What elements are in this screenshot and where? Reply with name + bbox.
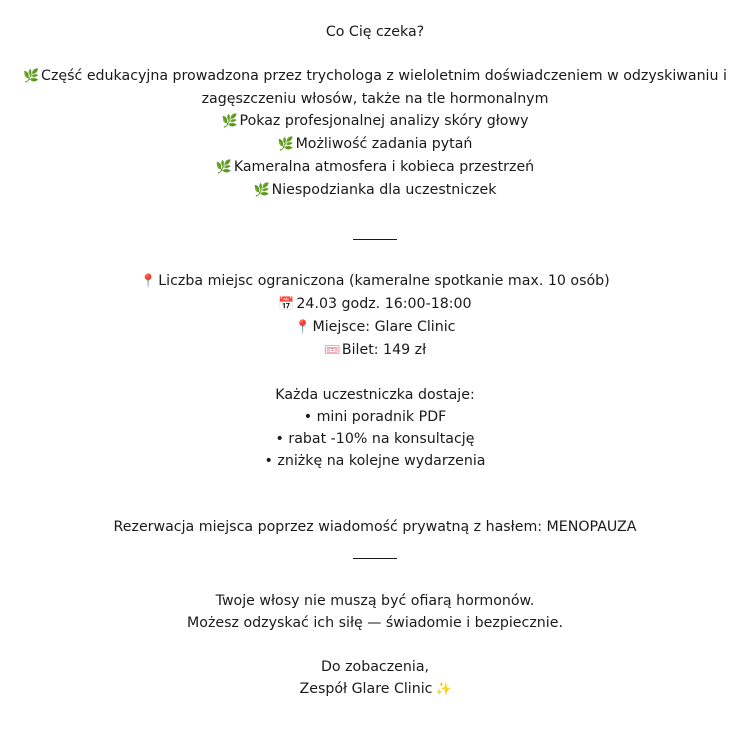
ticket-icon: 🎟 (323, 343, 341, 358)
feature-item (0, 179, 750, 202)
sparkles-icon: ✨ (435, 682, 452, 697)
features-list (0, 65, 750, 202)
closing-line: Twoje włosy nie muszą być ofiarą hormonów. (215, 593, 535, 609)
detail-item (0, 316, 750, 339)
feature-item (0, 65, 750, 110)
feature-item (0, 156, 750, 179)
pin-icon: 📍 (294, 320, 311, 335)
detail-text: Bilet: 149 zł (341, 342, 427, 358)
detail-text: 24.03 godz. 16:00-18:00 (296, 296, 472, 312)
closing-message (0, 590, 750, 634)
leaf-icon: 🌿 (221, 114, 238, 129)
perk-item: • mini poradnik PDF (303, 409, 447, 425)
perks-intro: Każda uczestniczka dostaje: (275, 387, 475, 403)
perks-section (0, 384, 750, 472)
feature-item (0, 133, 750, 156)
signoff-block (0, 656, 750, 701)
feature-item (0, 110, 750, 133)
perk-item: • zniżkę na kolejne wydarzenia (264, 453, 486, 469)
detail-item (0, 270, 750, 293)
leaf-icon: 🌿 (23, 69, 40, 84)
signature-line (0, 678, 750, 701)
feature-text: Część edukacyjna prowadzona przez trychologa z wieloletnim doświadczeniem w odzyskiwaniu i zagęszczeniu włosów, także na tle hormonalnym (41, 68, 727, 107)
leaf-icon: 🌿 (277, 137, 294, 152)
detail-text: Miejsce: Glare Clinic (312, 319, 456, 335)
detail-item (0, 339, 750, 362)
reservation-note: Rezerwacja miejsca poprzez wiadomość prywatną z hasłem: MENOPAUZA (113, 519, 637, 535)
feature-text: Możliwość zadania pytań (295, 136, 473, 152)
leaf-icon: 🌿 (215, 160, 232, 175)
feature-text: Kameralna atmosfera i kobieca przestrzeń (233, 159, 535, 175)
detail-text: Liczba miejsc ograniczona (kameralne spotkanie max. 10 osób) (158, 273, 610, 289)
feature-text: Pokaz profesjonalnej analizy skóry głowy (239, 113, 529, 129)
calendar-icon: 📅 (278, 297, 295, 312)
pin-icon: 📍 (140, 274, 157, 289)
closing-line: Możesz odzyskać ich siłę — świadomie i bezpiecznie. (187, 615, 563, 631)
detail-item (0, 293, 750, 316)
event-details (0, 270, 750, 362)
leaf-icon: 🌿 (253, 183, 270, 198)
perk-item: • rabat -10% na konsultację (275, 431, 475, 447)
signoff: Do zobaczenia, (320, 659, 430, 675)
feature-text: Niespodzianka dla uczestniczek (271, 182, 497, 198)
section-heading: Co Cię czeka? (325, 24, 425, 40)
signature: Zespół Glare Clinic (299, 681, 433, 697)
